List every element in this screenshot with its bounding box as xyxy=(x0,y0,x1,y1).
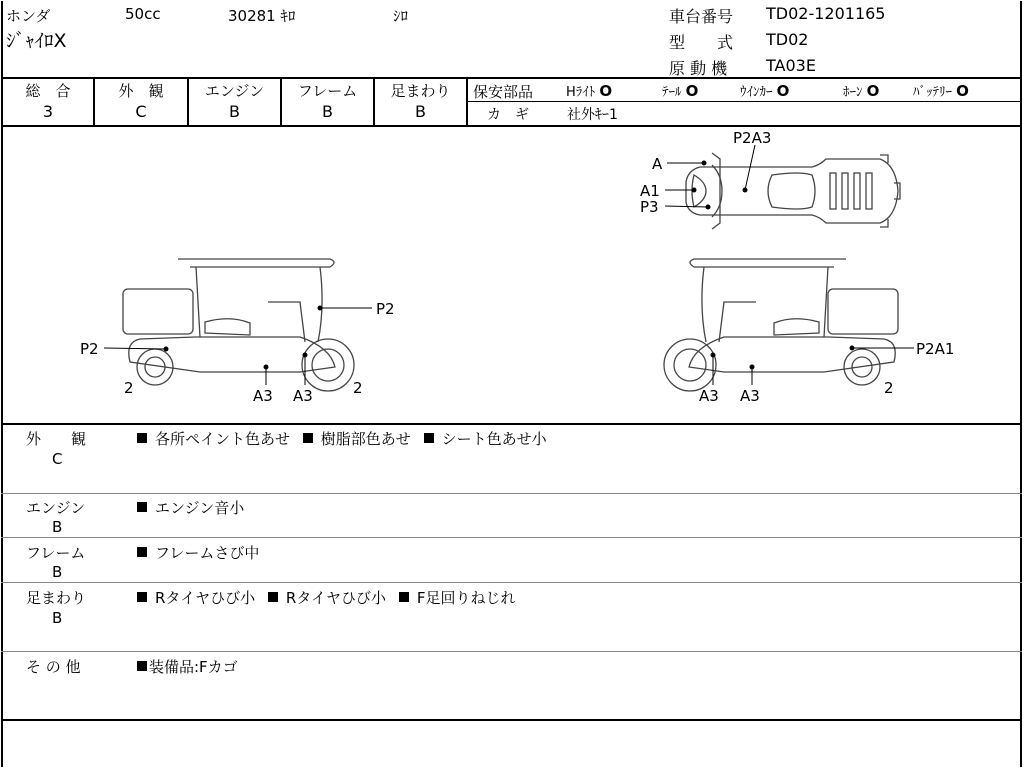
engine-grade: B xyxy=(229,102,240,121)
damage-diagram xyxy=(0,127,1022,423)
frame-no: TD02-1201165 xyxy=(766,4,886,23)
rule-header xyxy=(1,77,1022,79)
suspension-grade: B xyxy=(415,102,426,121)
safety-row-rule xyxy=(467,101,1022,102)
remark-other-items: 装備品:Fカゴ xyxy=(137,656,238,677)
overall-label: 総 合 xyxy=(25,82,71,100)
remark-other-label: そ の 他 xyxy=(26,658,81,676)
safety-item-horn: ﾎｰﾝ O xyxy=(843,82,880,100)
label-a: A xyxy=(652,155,663,173)
rule-remark-5 xyxy=(1,719,1022,721)
label-left-2-rear: 2 xyxy=(124,379,134,397)
label-left-p2-rear: P2 xyxy=(80,340,99,358)
key-label: カ ギ xyxy=(487,107,529,123)
remark-suspension-grade: B xyxy=(52,609,63,627)
label-left-a3-1: A3 xyxy=(253,387,273,405)
model-name: ｼﾞｬｲﾛX xyxy=(6,30,67,52)
rule-remark-4 xyxy=(1,651,1022,652)
remark-exterior-label: 外 観 xyxy=(26,430,87,448)
label-left-a3-2: A3 xyxy=(293,387,313,405)
remark-frame-label: フレーム xyxy=(26,544,86,562)
label-right-2: 2 xyxy=(884,379,894,397)
remark-frame-grade: B xyxy=(52,563,63,581)
rule-remark-1 xyxy=(1,493,1022,494)
label-p3: P3 xyxy=(640,198,659,216)
mileage: 30281 ｷﾛ xyxy=(228,7,296,25)
grade-sep-5 xyxy=(466,78,468,126)
label-p2a3: P2A3 xyxy=(733,129,772,147)
remark-frame-items: フレームさび中 xyxy=(137,542,259,563)
frame-grade-label: フレーム xyxy=(297,82,358,100)
safety-label: 保安部品 xyxy=(473,83,534,101)
remark-exterior-grade: C xyxy=(52,450,63,468)
label-right-a3-1: A3 xyxy=(699,387,719,405)
left-side-view-scooter xyxy=(123,259,354,391)
engine-grade-label: エンジン xyxy=(204,82,265,100)
label-left-2-front: 2 xyxy=(353,379,363,397)
leader-line xyxy=(104,348,166,349)
remark-engine-grade: B xyxy=(52,518,63,536)
remark-engine-label: エンジン xyxy=(26,499,86,517)
rule-remark-2 xyxy=(1,537,1022,538)
exterior-grade: C xyxy=(135,102,147,121)
leader-line xyxy=(665,206,708,207)
exterior-label: 外 観 xyxy=(118,82,164,100)
safety-item-headlight: Hﾗｲﾄ O xyxy=(566,82,613,100)
label-right-a3-2: A3 xyxy=(740,387,760,405)
frame-no-label: 車台番号 xyxy=(669,7,734,26)
key-value: 社外ｷｰ1 xyxy=(567,107,618,123)
remark-engine-items: エンジン音小 xyxy=(137,497,244,518)
maker: ホンダ xyxy=(6,7,51,25)
engine-label: 原 動 機 xyxy=(669,59,728,78)
suspension-grade-label: 足まわり xyxy=(390,82,451,100)
label-left-p2-top: P2 xyxy=(376,300,395,318)
rule-remark-3 xyxy=(1,582,1022,583)
label-right-p2a1: P2A1 xyxy=(916,340,955,358)
type-label: 型 式 xyxy=(669,33,734,52)
safety-item-winker: ｳｲﾝｶｰ O xyxy=(740,82,790,100)
top-view-scooter xyxy=(686,153,900,229)
type-value: TD02 xyxy=(766,30,809,49)
safety-item-battery: ﾊﾞｯﾃﾘｰ O xyxy=(913,82,969,100)
right-side-view-scooter xyxy=(664,259,898,391)
engine-value: TA03E xyxy=(766,56,816,75)
safety-item-tail: ﾃｰﾙ O xyxy=(662,82,699,100)
remark-suspension-label: 足まわり xyxy=(26,589,87,607)
overall-grade: 3 xyxy=(42,102,54,121)
displacement: 50cc xyxy=(125,5,161,23)
frame-grade: B xyxy=(322,102,333,121)
color: ｼﾛ xyxy=(393,7,409,25)
rule-diagram xyxy=(1,423,1022,425)
remark-exterior-items: 各所ペイント色あせ 樹脂部色あせ シート色あせ小 xyxy=(137,428,547,449)
label-a1: A1 xyxy=(640,182,660,200)
remark-suspension-items: Rタイヤひび小 Rタイヤひび小 F足回りねじれ xyxy=(137,587,515,608)
